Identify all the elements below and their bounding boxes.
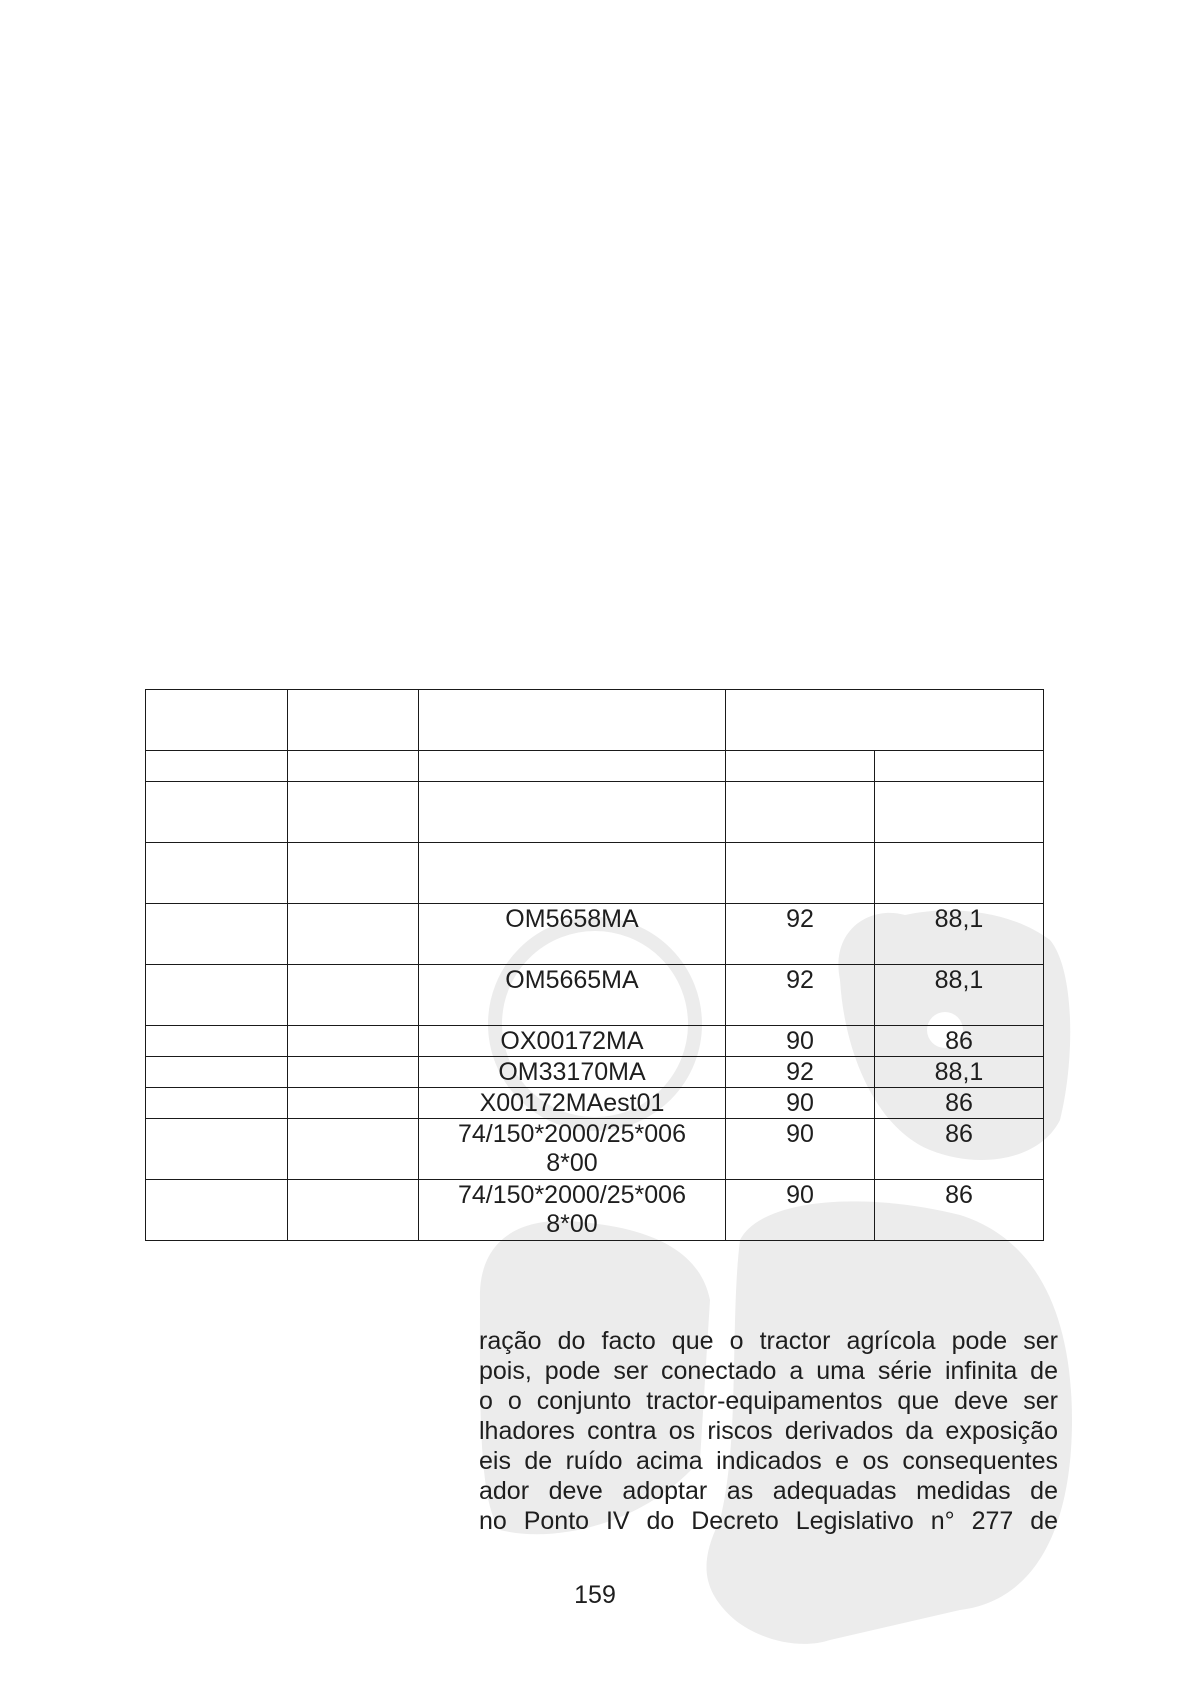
value-2-cell: 88,1 xyxy=(875,904,1044,965)
table-cell xyxy=(288,782,419,843)
table-cell xyxy=(726,843,875,904)
table-cell xyxy=(288,1026,419,1057)
table-row xyxy=(146,1119,1044,1180)
value-1-cell: 92 xyxy=(726,904,875,965)
table-cell xyxy=(146,1119,288,1180)
header-cell xyxy=(288,690,419,751)
body-paragraph xyxy=(479,1326,1058,1536)
value-1-cell: 92 xyxy=(726,965,875,1026)
table-cell xyxy=(146,751,288,782)
paragraph-line: ração do facto que o tractor agrícola pode ser xyxy=(479,1327,1058,1355)
model-cell: 74/150*2000/25*006 8*00 xyxy=(419,1180,726,1241)
model-cell: X00172MAest01 xyxy=(419,1088,726,1119)
table-cell xyxy=(875,843,1044,904)
table-cell xyxy=(726,782,875,843)
paragraph-line: pois, pode ser conectado a uma série infinita de xyxy=(479,1357,1058,1385)
table-cell xyxy=(419,782,726,843)
value-1-cell: 90 xyxy=(726,1180,875,1241)
table-cell xyxy=(146,1088,288,1119)
table-cell xyxy=(288,1057,419,1088)
noise-level-table xyxy=(145,689,1044,1241)
table-header-row xyxy=(146,690,1044,751)
value-2-cell: 86 xyxy=(875,1088,1044,1119)
page-number: 159 xyxy=(574,1581,616,1609)
model-cell: 74/150*2000/25*006 8*00 xyxy=(419,1119,726,1180)
value-1-cell: 90 xyxy=(726,1119,875,1180)
table-cell xyxy=(288,1088,419,1119)
table-cell xyxy=(146,1180,288,1241)
paragraph-line: o o conjunto tractor-equipamentos que deve ser xyxy=(479,1387,1058,1415)
table-cell xyxy=(419,843,726,904)
model-cell: OM33170MA xyxy=(419,1057,726,1088)
value-1-cell: 92 xyxy=(726,1057,875,1088)
value-2-cell: 86 xyxy=(875,1026,1044,1057)
header-cell xyxy=(146,690,288,751)
header-cell xyxy=(419,690,726,751)
header-cell-merged xyxy=(726,690,1044,751)
value-2-cell: 88,1 xyxy=(875,1057,1044,1088)
table-cell xyxy=(146,904,288,965)
model-cell: OM5665MA xyxy=(419,965,726,1026)
table-cell xyxy=(146,782,288,843)
table-row xyxy=(146,1057,1044,1088)
table-row xyxy=(146,843,1044,904)
value-1-cell: 90 xyxy=(726,1026,875,1057)
table-cell xyxy=(288,751,419,782)
table-cell xyxy=(875,751,1044,782)
table-row xyxy=(146,1088,1044,1119)
table-cell xyxy=(288,1119,419,1180)
paragraph-line: lhadores contra os riscos derivados da exposição xyxy=(479,1417,1058,1445)
paragraph-line: ador deve adoptar as adequadas medidas de xyxy=(479,1477,1058,1505)
value-1-cell: 90 xyxy=(726,1088,875,1119)
paragraph-line: eis de ruído acima indicados e os consequentes xyxy=(479,1447,1058,1475)
table-cell xyxy=(146,965,288,1026)
model-cell: OM5658MA xyxy=(419,904,726,965)
table-cell xyxy=(875,782,1044,843)
table-cell xyxy=(726,751,875,782)
table-row xyxy=(146,965,1044,1026)
table-row xyxy=(146,1026,1044,1057)
paragraph-line: no Ponto IV do Decreto Legislativo n° 277 de xyxy=(479,1507,1058,1535)
table-cell xyxy=(288,1180,419,1241)
value-2-cell: 86 xyxy=(875,1119,1044,1180)
table-cell xyxy=(288,843,419,904)
table-subheader-row xyxy=(146,751,1044,782)
table-cell xyxy=(288,965,419,1026)
table-cell xyxy=(288,904,419,965)
table-row xyxy=(146,904,1044,965)
value-2-cell: 86 xyxy=(875,1180,1044,1241)
table-row xyxy=(146,782,1044,843)
table-cell xyxy=(146,843,288,904)
table-cell xyxy=(146,1057,288,1088)
table-cell xyxy=(146,1026,288,1057)
value-2-cell: 88,1 xyxy=(875,965,1044,1026)
table-row xyxy=(146,1180,1044,1241)
model-cell: OX00172MA xyxy=(419,1026,726,1057)
table-cell xyxy=(419,751,726,782)
